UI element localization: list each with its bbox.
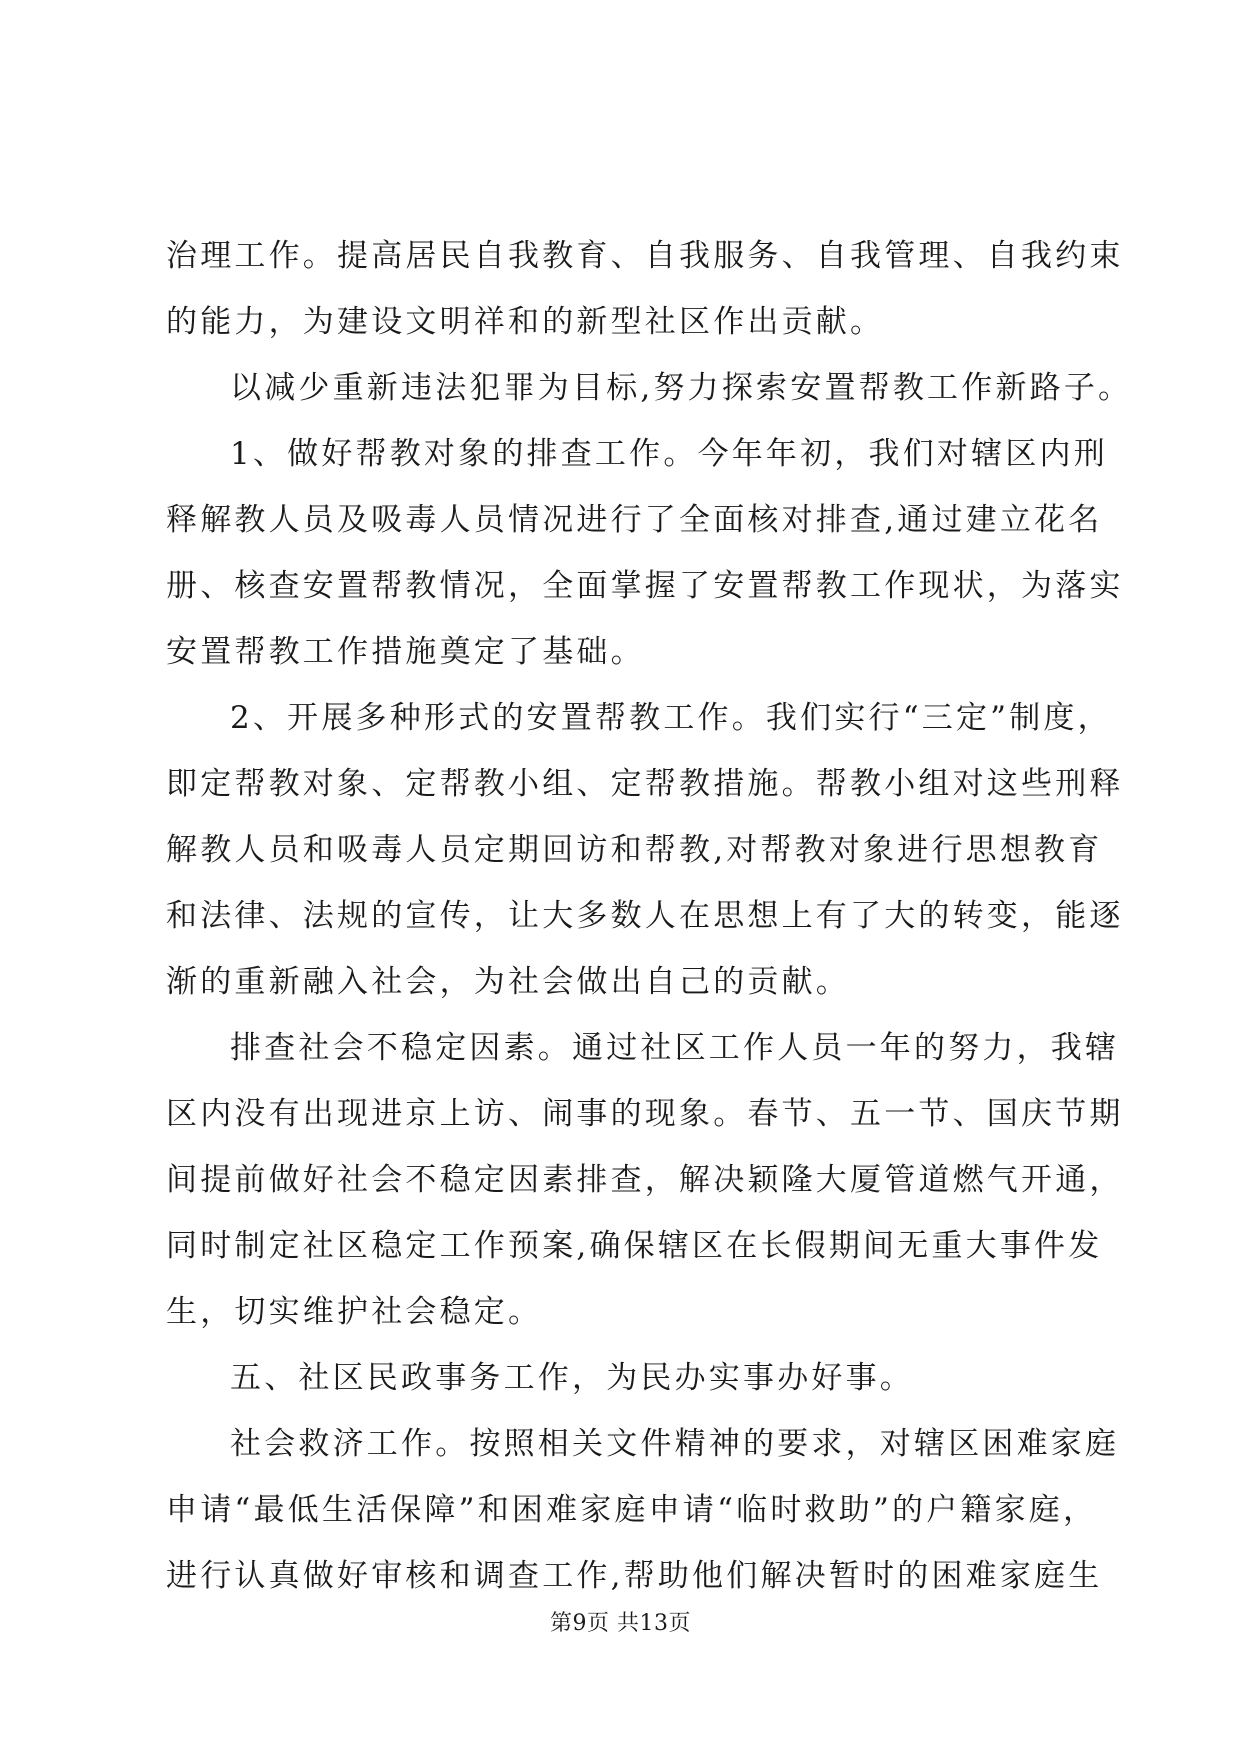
text-line: 的能力，为建设文明祥和的新型社区作出贡献。	[166, 304, 885, 340]
text-line: 1、做好帮教对象的排查工作。今年年初，我们对辖区内刑	[230, 436, 1108, 472]
text-line: 进行认真做好审核和调查工作,帮助他们解决暂时的困难家庭生	[166, 1558, 1103, 1594]
text-line: 安置帮教工作措施奠定了基础。	[166, 634, 645, 670]
text-line: 释解教人员及吸毒人员情况进行了全面核对排查,通过建立花名	[166, 502, 1103, 538]
text-line: 区内没有出现进京上访、闹事的现象。春节、五一节、国庆节期	[166, 1096, 1124, 1132]
text-line: 解教人员和吸毒人员定期回访和帮教,对帮教对象进行思想教育	[166, 832, 1103, 868]
text-line: 同时制定社区稳定工作预案,确保辖区在长假期间无重大事件发	[166, 1228, 1103, 1264]
text-line: 生，切实维护社会稳定。	[166, 1294, 543, 1330]
text-line: 排查社会不稳定因素。通过社区工作人员一年的努力，我辖	[230, 1030, 1120, 1066]
page-number-footer: 第9页 共13页	[550, 1611, 691, 1636]
text-line: 册、核查安置帮教情况，全面掌握了安置帮教工作现状，为落实	[166, 568, 1124, 604]
text-line: 以减少重新违法犯罪为目标,努力探索安置帮教工作新路子。	[230, 370, 1133, 406]
text-line: 渐的重新融入社会，为社会做出自己的贡献。	[166, 964, 850, 1000]
text-line: 申请“最低生活保障”和困难家庭申请“临时救助”的户籍家庭，	[166, 1492, 1098, 1528]
text-line: 治理工作。提高居民自我教育、自我服务、自我管理、自我约束	[166, 238, 1124, 274]
text-line: 2、开展多种形式的安置帮教工作。我们实行“三定”制度，	[230, 700, 1112, 736]
text-line: 即定帮教对象、定帮教小组、定帮教措施。帮教小组对这些刑释	[166, 766, 1124, 802]
text-line: 社会救济工作。按照相关文件精神的要求，对辖区困难家庭	[230, 1426, 1120, 1462]
text-line: 五、社区民政事务工作，为民办实事办好事。	[230, 1360, 914, 1396]
text-line: 和法律、法规的宣传，让大多数人在思想上有了大的转变，能逐	[166, 898, 1124, 934]
text-line: 间提前做好社会不稳定因素排查，解决颖隆大厦管道燃气开通，	[166, 1162, 1124, 1198]
